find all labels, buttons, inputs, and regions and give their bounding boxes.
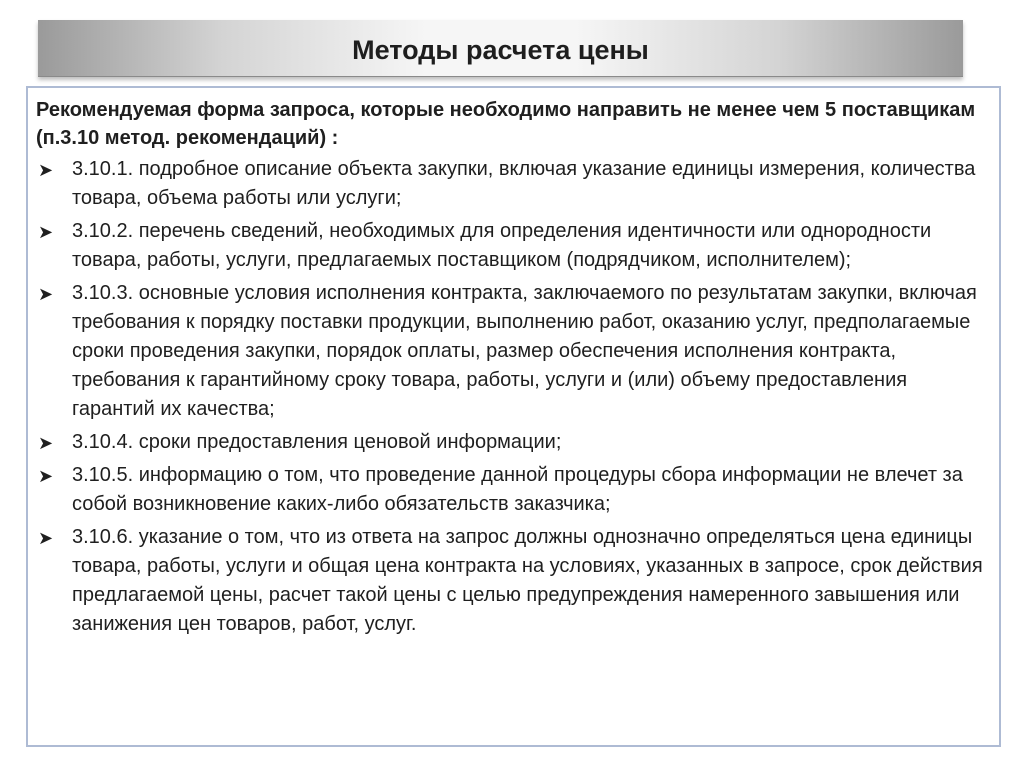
arrowhead-bullet-icon: ➤ xyxy=(38,160,54,180)
list-item-text: 3.10.4. сроки предоставления ценовой информации; xyxy=(72,431,562,453)
list-item-text: 3.10.1. подробное описание объекта закупки, включая указание единицы измерения, количества товара, объема работы или услуги; xyxy=(72,158,976,209)
list-item-text: 3.10.6. указание о том, что из ответа на запрос должны однозначно определяться цена единицы товара, работы, услуги и общая цена контракта на условиях, указанных в запросе, срок действия предлагаемой цены, расчет такой цены с целью предупреждения намеренного завышения или занижения цен товаров, работ, услуг. xyxy=(72,526,983,635)
list-item xyxy=(36,155,989,213)
slide-title-bar xyxy=(38,20,963,77)
list-item xyxy=(36,428,989,457)
list-item xyxy=(36,217,989,275)
list-item xyxy=(36,523,989,639)
list-item-text: 3.10.2. перечень сведений, необходимых для определения идентичности или однородности товара, работы, услуги, предлагаемых поставщиком (подрядчиком, исполнителем); xyxy=(72,220,932,271)
arrowhead-bullet-icon: ➤ xyxy=(38,433,54,453)
requirements-list xyxy=(36,155,989,639)
list-item xyxy=(36,279,989,424)
list-item xyxy=(36,461,989,519)
list-item-text: 3.10.3. основные условия исполнения контракта, заключаемого по результатам закупки, включая требования к порядку поставки продукции, выполнению работ, оказанию услуг, предполагаемые сроки проведения закупки, порядок оплаты, размер обеспечения исполнения контракта, требования к гарантийному сроку товара, работы, услуги и (или) объему предоставления гарантий их качества; xyxy=(72,282,977,420)
slide-title: Методы расчета цены xyxy=(352,34,649,65)
list-item-text: 3.10.5. информацию о том, что проведение данной процедуры сбора информации не влечет за собой возникновение каких-либо обязательств заказчика; xyxy=(72,464,963,515)
arrowhead-bullet-icon: ➤ xyxy=(38,466,54,486)
intro-text: Рекомендуемая форма запроса, которые необходимо направить не менее чем 5 поставщикам (п.3.10 метод. рекомендаций) : xyxy=(36,99,976,149)
content-frame xyxy=(26,86,1001,747)
arrowhead-bullet-icon: ➤ xyxy=(38,284,54,304)
arrowhead-bullet-icon: ➤ xyxy=(38,222,54,242)
arrowhead-bullet-icon: ➤ xyxy=(38,528,54,548)
